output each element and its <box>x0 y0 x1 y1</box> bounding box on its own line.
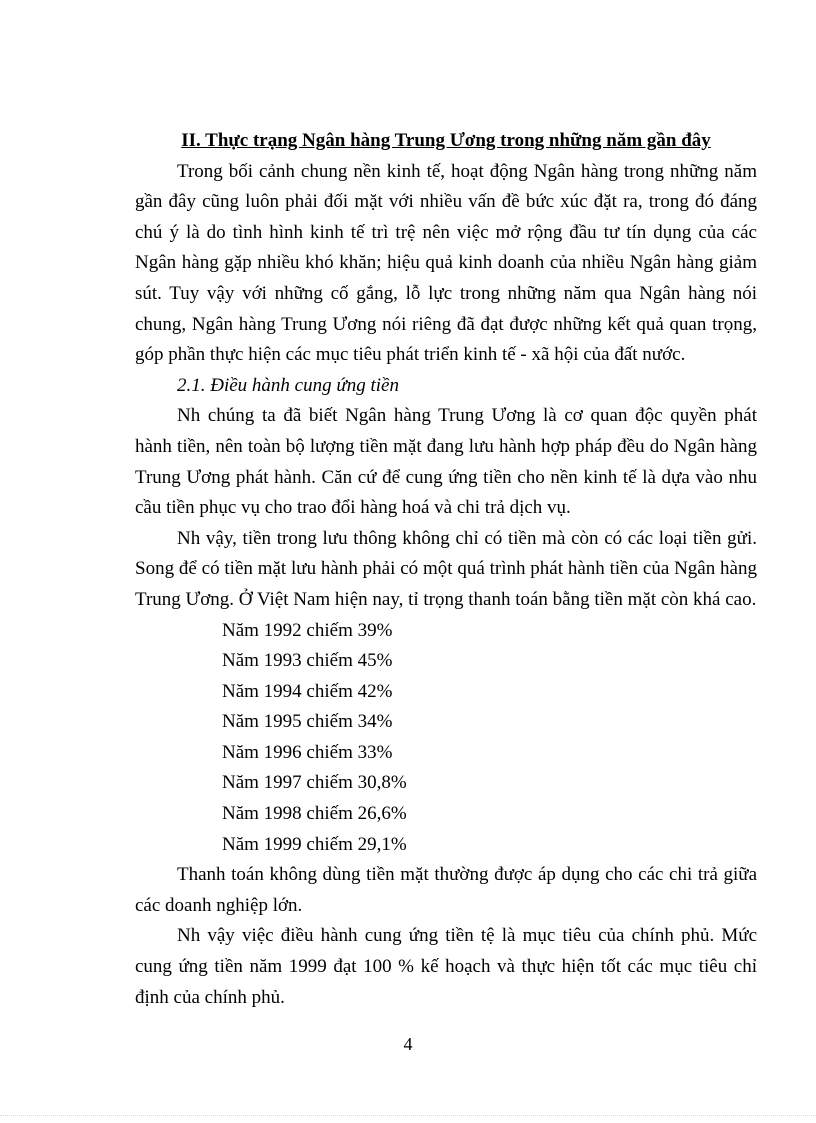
list-item: Năm 1995 chiếm 34% <box>222 711 393 733</box>
intro-paragraph: Trong bối cảnh chung nền kinh tế, hoạt động Ngân hàng trong những năm gần đây cũng luôn phải đối mặt với nhiều vấn đề bức xúc đặt ra, trong đó đáng chú ý là do tình hình kinh tế trì trệ nên việc mở rộng đầu tư tín dụng của các Ngân hàng gặp nhiều khó khăn; hiệu quả kinh doanh của nhiều Ngân hàng giảm sút. Tuy vậy với những cố gắng, lỗ lực trong những năm qua Ngân hàng nói chung, Ngân hàng Trung Ương nói riêng đã đạt được những kết quả quan trọng, góp phần thực hiện các mục tiêu phát triển kinh tế - xã hội của đất nước. <box>135 160 757 366</box>
section-heading: II. Thực trạng Ngân hàng Trung Ương trong những năm gần đây <box>181 130 711 151</box>
paragraph-2: Nh vậy, tiền trong lưu thông không chỉ có tiền mà còn có các loại tiền gửi. Song để có tiền mặt lưu hành phải có một quá trình phát hành tiền của Ngân hàng Trung Ương. Ở Việt Nam hiện nay, tỉ trọng thanh toán bằng tiền mặt còn khá cao. <box>135 527 757 610</box>
list-item: Năm 1994 chiếm 42% <box>222 680 393 702</box>
paragraph-3: Thanh toán không dùng tiền mặt thường được áp dụng cho các chi trả giữa các doanh nghiệp lớn. <box>135 864 757 916</box>
page-bottom-divider <box>0 1115 816 1116</box>
cash-ratio-list <box>135 616 757 861</box>
document-page <box>135 126 757 1013</box>
page-number: 4 <box>403 1034 413 1054</box>
paragraph-4: Nh vậy việc điều hành cung ứng tiền tệ là mục tiêu của chính phủ. Mức cung ứng tiền năm 1999 đạt 100 % kế hoạch và thực hiện tốt các mục tiêu chỉ định của chính phủ. <box>135 925 757 1008</box>
list-item: Năm 1996 chiếm 33% <box>222 741 393 763</box>
list-item: Năm 1992 chiếm 39% <box>222 619 393 641</box>
list-item: Năm 1999 chiếm 29,1% <box>222 833 407 855</box>
paragraph-1: Nh chúng ta đã biết Ngân hàng Trung Ương là cơ quan độc quyền phát hành tiền, nên toàn bộ lượng tiền mặt đang lưu hành hợp pháp đều do Ngân hàng Trung Ương phát hành. Căn cứ để cung ứng tiền cho nền kinh tế là dựa vào nhu cầu tiền phục vụ cho trao đổi hàng hoá và chi trả dịch vụ. <box>135 405 757 519</box>
list-item: Năm 1998 chiếm 26,6% <box>222 803 407 825</box>
list-item: Năm 1993 chiếm 45% <box>222 650 393 672</box>
list-item: Năm 1997 chiếm 30,8% <box>222 772 407 794</box>
subsection-heading: 2.1. Điều hành cung ứng tiền <box>177 374 399 396</box>
